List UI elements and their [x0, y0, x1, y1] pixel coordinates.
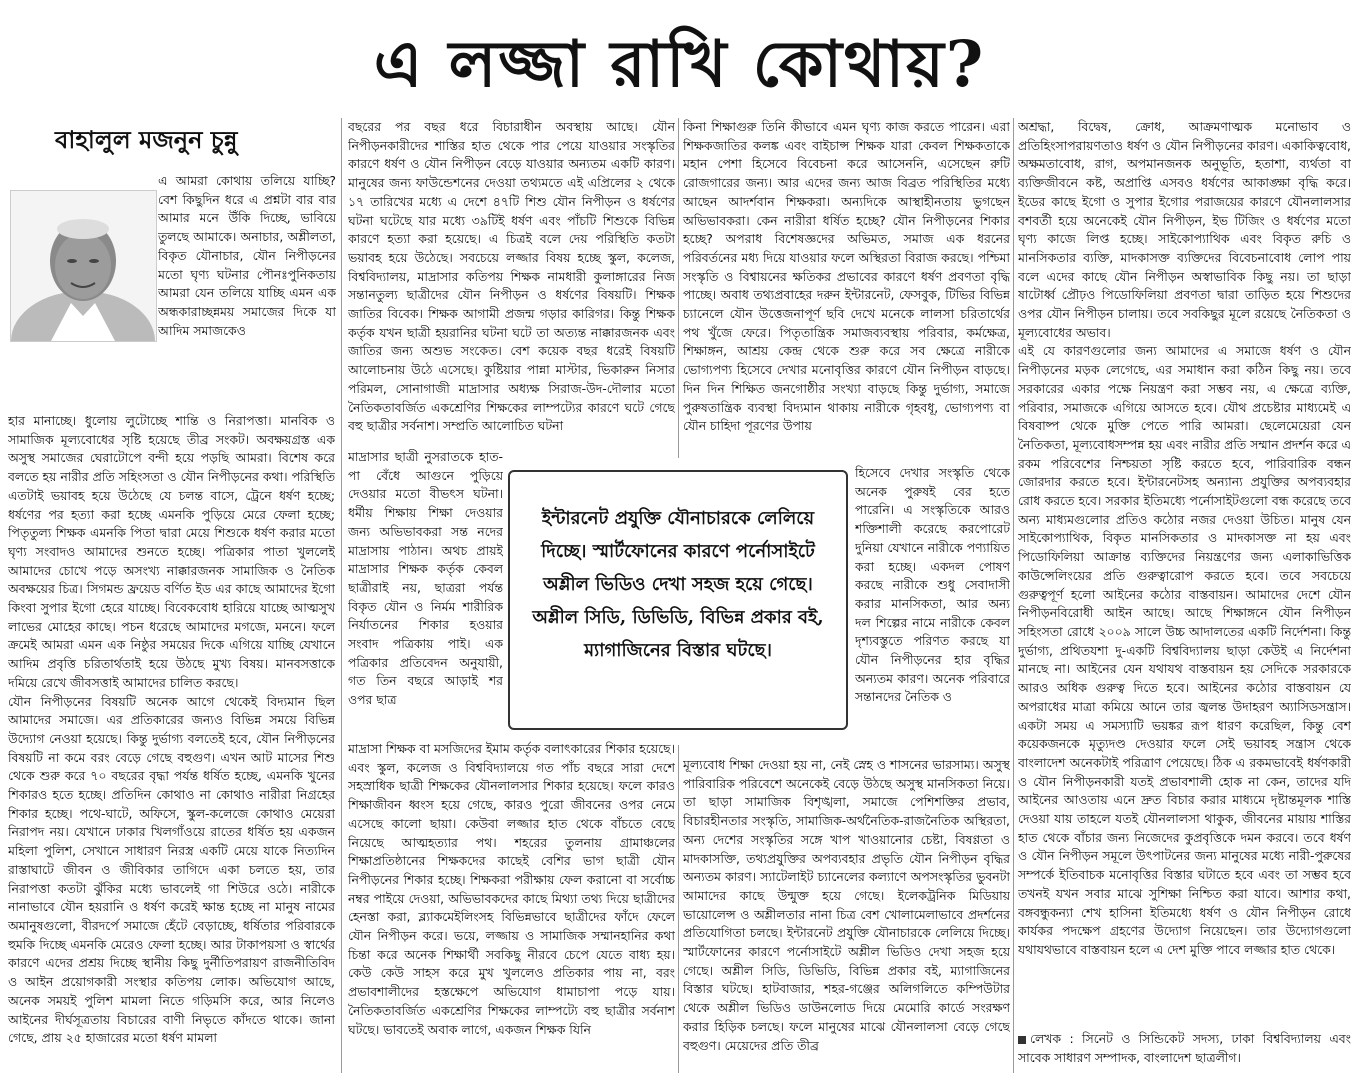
column-divider [1013, 118, 1014, 1073]
column-2-bottom [348, 740, 675, 1074]
paragraph: যৌন নিপীড়নের বিষয়টি অনেক আগে থেকেই বিদ্যমান ছিল আমাদের সমাজে। এর প্রতিকারের জন্যও বিভিন্ন সময়ে বিভিন্ন উদ্যোগ নেওয়া হয়েছে। কিন্তু দুর্ভাগ্য বলতেই হবে, যৌন নিপীড়নের বিষয়টি না কমে বরং বেড়ে গেছে বহুগুণ। এখন আট মাসের শিশু থেকে শুরু করে ৭০ বছরের বৃদ্ধা পর্যন্ত ধর্ষিত হচ্ছে, এমনকি খুনের শিকারও হতে হচ্ছে। প্রতিদিন কোথাও না কোথাও নারীরা নিগ্রহের শিকার হচ্ছে। পথে-ঘাটে, অফিসে, স্কুল-কলেজে কোথাও মেয়েরা নিরাপদ নয়। যেখানে ঢাকার খিলগাঁওয়ে রাতের ধর্ষিত হয় একজন মহিলা পুলিশ, সেখানে সাধারণ নিরস্ত্র একটি মেয়ে যাকে নিত্যদিন রাস্তাঘাটে জীবন ও জীবিকার তাগিদে একা চলতে হয়, তার নিরাপত্তা কতটা ঝুঁকির মধ্যে ভাবলেই গা শিউরে ওঠে। নারীকে নানাভাবে যৌন হয়রানি ও ধর্ষণ করেই ক্ষান্ত হচ্ছে না মানুষ নামের অমানুষগুলো, বীরদর্পে সমাজে হেঁটে বেড়াচ্ছে, ধর্ষিতার পরিবারকে হুমকি দিচ্ছে এমনকি মেরেও ফেলা হচ্ছে। আর টাকাপয়সা ও স্বার্থের কারণে এদের প্রশ্রয় দিচ্ছে স্থানীয় কিছু দুর্নীতিপরায়ণ রাজনীতিবিদ ও আইন প্রয়োগকারী সংস্থার কতিপয় লোক। অভিযোগ আছে, অনেক সময়ই পুলিশ মামলা নিতে গড়িমসি করে, আর নিলেও আইনের দীর্ঘসূত্রতায় বিচারের বাণী নিভৃতে কাঁদতে থাকে। জানা গেছে, প্রায় ২৫ হাজারের মতো ধর্ষণ মামলা [8, 693, 335, 1046]
column-divider [678, 118, 679, 458]
column-1-intro [158, 172, 336, 408]
column-divider [341, 118, 342, 1073]
intro-paragraph: এ আমরা কোথায় তলিয়ে যাচ্ছি? বেশ কিছুদিন ধরে এ প্রশ্নটা বার বার আমার মনে উঁকি দিচ্ছে, ভাবিয়ে তুলছে আমাকে। অনাচার, অশ্লীলতা, বিকৃত যৌনাচার, যৌন নিপীড়নের মতো ঘৃণ্য ঘটনার পৌনঃপুনিকতায় আমরা যেন তলিয়ে যাচ্ছি এমন এক অন্ধকারাচ্ছন্নময় সমাজের দিকে যা আদিম সমাজকেও [158, 173, 336, 338]
paragraph: কিনা শিক্ষাগুরু তিনি কীভাবে এমন ঘৃণ্য কাজ করতে পারেন। এরা শিক্ষকজাতির কলঙ্ক এবং বাইচান্স শিক্ষক যারা কেবল শিক্ষকতাকে মহান পেশা হিসেবে বিবেচনা করে আসেননি, এসেছেন রুটি রোজগারের জন্য। আর এদের জন্য আজ বিব্রত পরিস্থিতির মধ্যে আছেন আদর্শবান শিক্ষকরা। অন্যদিকে আস্থাহীনতায় ভুগছেন অভিভাবকরা। কেন নারীরা ধর্ষিত হচ্ছে? যৌন নিপীড়নের শিকার হচ্ছে? অপরাধ বিশেষজ্ঞদের অভিমত, সমাজ এক ধরনের পরিবর্তনের মধ্য দিয়ে যাওয়ার ফলে অস্থিরতা বিরাজ করছে। পশ্চিমা সংস্কৃতি ও বিশ্বায়নের ক্ষতিকর প্রভাবের কারণে ধর্ষণ প্রবণতা বৃদ্ধি পাচ্ছে। অবাধ তথ্যপ্রবাহের দরুন ইন্টারনেট, ফেসবুক, টিভির বিভিন্ন চ্যানেলে যৌন উত্তেজনাপূর্ণ ছবি দেখে মনেকে লালসা চরিতার্থের পথ খুঁজে ফেরে। পিতৃতান্ত্রিক সমাজব্যবস্থায় পরিবার, কর্মক্ষেত্র, শিক্ষাঙ্গন, আশ্রয় কেন্দ্র থেকে শুরু করে সব ক্ষেত্রে নারীকে ভোগ্যপণ্য হিসেবে দেখার মনোবৃত্তির কারণে যৌন নিপীড়ন বাড়ছে। দিন দিন শিক্ষিত জনগোষ্ঠীর সংখ্যা বাড়ছে কিন্তু দুর্ভাগ্য, সমাজে পুরুষতান্ত্রিক ব্যবস্থা বিদ্যমান থাকায় নারীকে গৃহবধূ, ভোগ্যপণ্য বা যৌন চাহিদা পূরণের উপায় [683, 119, 1010, 434]
paragraph: মাদ্রাসার ছাত্রী নুসরাতকে হাত-পা বেঁধে আগুনে পুড়িয়ে দেওয়ার মতো বীভৎস ঘটনা। ধর্মীয় শিক্ষায় শিক্ষা দেওয়ার জন্য অভিভাবকরা সন্ত নদের মাদ্রাসায় পাঠান। অথচ প্রায়ই মাদ্রাসার শিক্ষক কর্তৃক কেবল ছাত্রীরাই নয়, ছাত্ররা পর্যন্ত বিকৃত যৌন ও নির্মম শারীরিক নির্যাতনের শিকার হওয়ার সংবাদ পত্রিকায় পাই। এক পত্রিকার প্রতিবেদন অনুযায়ী, গত তিন বছরে আড়াই শর ওপর ছাত্র [348, 449, 503, 708]
column-2 [348, 118, 675, 448]
author-byline: বাহালুল মজনুন চুন্নু [55, 125, 238, 154]
pull-quote: ইন্টারনেট প্রযুক্তি যৌনাচারকে লেলিয়ে দিচ্ছে। স্মার্টফোনের কারণে পর্নোসাইটে অশ্লীল ভিডিও দেখা সহজ হয়ে গেছে। অশ্লীল সিডি, ডিভিডি, বিভিন্ন প্রকার বই, ম্যাগাজিনের বিস্তার ঘটছে। [508, 470, 848, 730]
column-divider [678, 745, 679, 1073]
author-portrait-image [11, 191, 156, 341]
paragraph: মাদ্রাসা শিক্ষক বা মসজিদের ইমাম কর্তৃক বলাৎকারের শিকার হয়েছে। এবং স্কুল, কলেজ ও বিশ্ববিদ্যালয়ে গত পাঁচ বছরে সারা দেশে সহস্রাধিক ছাত্রী শিক্ষকের যৌনলালসার শিকার হয়েছে। ফলে কারও শিক্ষাজীবন ধ্বংস হয়ে গেছে, কারও পুরো জীবনের ওপর নেমে এসেছে কালো ছায়া। কেউবা লজ্জার হাত থেকে বাঁচতে বেছে নিয়েছে আত্মহত্যার পথ। শহরের তুলনায় গ্রামাঞ্চলের শিক্ষাপ্রতিষ্ঠানের শিক্ষকদের কাছেই বেশির ভাগ ছাত্রী যৌন নিপীড়নের শিকার হচ্ছে। শিক্ষকরা পরীক্ষায় ফেল করানো বা সর্বোচ্চ নম্বর পাইয়ে দেওয়া, অভিভাবকদের কাছে মিথ্যা তথ্য দিয়ে ছাত্রীদের হেনস্তা করা, ব্ল্যাকমেইলিংসহ বিভিন্নভাবে ছাত্রীদের ফাঁদে ফেলে যৌন নিপীড়ন করে। ভয়ে, লজ্জায় ও সামাজিক সম্মানহানির কথা চিন্তা করে অনেক শিক্ষার্থী সবকিছু নীরবে চেপে যেতে বাধ্য হয়। কেউ কেউ সাহস করে মুখ খুললেও প্রতিকার পায় না, বরং প্রভাবশালীদের হস্তক্ষেপে অভিযোগ ধামাচাপা পড়ে যায়। নৈতিকতাবর্জিত একশ্রেণির শিক্ষকের লাম্পট্যে বহু ছাত্রীর সর্বনাশ ঘটছে। ভাবতেই অবাক লাগে, একজন শিক্ষক যিনি [348, 741, 675, 1037]
column-2-narrow [348, 448, 503, 738]
paragraph: মূল্যবোধ শিক্ষা দেওয়া হয় না, নেই স্নেহ ও শাসনের ভারসাম্য। অসুস্থ পারিবারিক পরিবেশে অনেকেই বেড়ে উঠছে অসুস্থ মানসিকতা নিয়ে। তা ছাড়া সামাজিক বিশৃঙ্খলা, সমাজে পেশিশক্তির প্রভাব, বিচারহীনতার সংস্কৃতি, সামাজিক-অর্থনৈতিক-রাজনৈতিক অস্থিরতা, অন্য দেশের সংস্কৃতির সঙ্গে খাপ খাওয়ানোর চেষ্টা, বিষণ্ণতা ও মাদকাসক্তি, তথ্যপ্রযুক্তির অপব্যবহার প্রভৃতি যৌন নিপীড়ন বৃদ্ধির অন্যতম কারণ। স্যাটেলাইট চ্যানেলের কল্যাণে অপসংস্কৃতির ভুবনটা আমাদের কাছে উন্মুক্ত হয়ে গেছে। ইলেকট্রনিক মিডিয়ায় ভায়োলেন্স ও অশ্লীলতার নানা চিত্র বেশ খোলামেলাভাবে প্রদর্শনের প্রতিযোগিতা চলছে। ইন্টারনেট প্রযুক্তি যৌনাচারকে লেলিয়ে দিচ্ছে। স্মার্টফোনের কারণে পর্নোসাইটে অশ্লীল ভিডিও দেখা সহজ হয়ে গেছে। অশ্লীল সিডি, ডিভিডি, বিভিন্ন প্রকার বই, ম্যাগাজিনের বিস্তার ঘটছে। হাটবাজার, শহর-গঞ্জের অলিগলিতে কম্পিউটার থেকে অশ্লীল ভিডিও ডাউনলোড দিয়ে মেমোরি কার্ডে সংরক্ষণ করার হিড়িক চলছে। ফলে মানুষের মাঝে যৌনলালসা বেড়ে গেছে বহুগুণ। মেয়েদের প্রতি তীব্র [683, 757, 1010, 1053]
square-bullet-icon [1018, 1036, 1026, 1044]
footnote-text: লেখক : সিনেট ও সিন্ডিকেট সদস্য, ঢাকা বিশ্ববিদ্যালয় এবং সাবেক সাধারণ সম্পাদক, বাংলাদেশ ছাত্রলীগ। [1018, 1031, 1351, 1065]
column-3-bottom [683, 756, 1010, 1074]
author-footnote [1018, 1030, 1351, 1076]
paragraph: হিসেবে দেখার সংস্কৃতি থেকে অনেক পুরুষই বের হতে পারেনি। এ সংস্কৃতিকে আরও শক্তিশালী করেছে করপোরেট দুনিয়া যেখানে নারীকে পণ্যায়িত করা হচ্ছে। একদল পোষণ করছে নারীকে শুধু সেবাদাসী করার মানসিকতা, আর অন্য দল শিল্পের নামে নারীকে কেবল দৃশ্যবস্তুতে পরিণত করছে যা যৌন নিপীড়নের হার বৃদ্ধির অন্যতম কারণ। অনেক পরিবারে সন্তানদের নৈতিক ও [855, 465, 1010, 705]
column-1 [8, 412, 335, 1072]
paragraph: এই যে কারণগুলোর জন্য আমাদের এ সমাজে ধর্ষণ ও যৌন নিপীড়নের মড়ক লেগেছে, এর সমাধান করা কঠিন কিছু নয়। তবে সরকারের একার পক্ষে নিয়ন্ত্রণ করা সম্ভব নয়, এ ক্ষেত্রে ব্যক্তি, পরিবার, সমাজকে এগিয়ে আসতে হবে। যৌথ প্রচেষ্টার মাধ্যমেই এ বিষবাষ্প থেকে মুক্তি পেতে পারি আমরা। ছেলেমেয়েরা যেন নৈতিকতা, মূল্যবোধসম্পন্ন হয় এবং নারীর প্রতি সম্মান প্রদর্শন করে এ রকম পরিবেশের নিশ্চয়তা সৃষ্টি করতে হবে, পারিবারিক বন্ধন জোরদার করতে হবে। ইন্টারনেটসহ অন্যান্য প্রযুক্তির অপব্যবহার রোধ করতে হবে। সরকার ইতিমধ্যে পর্নোসাইটগুলো বন্ধ করেছে তবে অন্য মাধ্যমগুলোর প্রতিও কঠোর নজর দেওয়া উচিত। মানুষ যেন সাইকোপ্যাথিক, বিকৃত মানসিকতার ও মাদকাসক্ত না হয় এবং পিডোফিলিয়া আক্রান্ত ব্যক্তিদের নিয়ন্ত্রণের জন্য এলাকাভিত্তিক কাউন্সেলিংয়ের প্রতি গুরুত্বারোপ করতে হবে। তবে সবচেয়ে গুরুত্বপূর্ণ হলো আইনের কঠোর বাস্তবায়ন। আমাদের দেশে যৌন নিপীড়নবিরোধী আইন আছে। আছে শিক্ষাঙ্গনে যৌন নিপীড়ন সহিংসতা রোধে ২০০৯ সালে উচ্চ আদালতের একটি নির্দেশনা। কিন্তু দুর্ভাগ্য, প্রথিতযশা দু-একটি বিশ্ববিদ্যালয় ছাড়া কেউই এ নির্দেশনা মানছে না। আইনের যেন যথাযথ বাস্তবায়ন হয় সেদিকে সরকারকে আরও অধিক গুরুত্ব দিতে হবে। আইনের কঠোর বাস্তবায়ন যে অপরাধের মাত্রা কমিয়ে আনে তার জ্বলন্ত উদাহরণ অ্যাসিডসন্ত্রাস। একটা সময় এ সমস্যাটি ভয়ঙ্কর রূপ ধারণ করেছিল, কিন্তু বেশ কয়েকজনকে মৃত্যুদণ্ড দেওয়ার ফলে সেই ভয়াবহ সন্ত্রাস থেকে বাংলাদেশ অনেকটাই পরিত্রাণ পেয়েছে। ঠিক এ রকমভাবেই ধর্ষণকারী ও যৌন নিপীড়নকারী যতই প্রভাবশালী হোক না কেন, তাদের যদি আইনের আওতায় এনে দ্রুত বিচার করার মাধ্যমে দৃষ্টান্তমূলক শাস্তি দেওয়া যায় তাহলে যতই যৌনলালসা থাকুক, জীবনের মায়ায় শাস্তির হাত থেকে বাঁচার জন্য নিজেদের কুপ্রবৃত্তিকে দমন করবে। তবে ধর্ষণ ও যৌন নিপীড়ন সমূলে উৎপাটনের জন্য মানুষের মধ্যে নারী-পুরুষের সম্পর্কে ইতিবাচক মনোবৃত্তির বিস্তার ঘটাতে হবে এবং তা সম্ভব হবে তখনই যখন সবার মাঝে সুশিক্ষা নিশ্চিত করা যাবে। আশার কথা, বঙ্গবন্ধুকন্যা শেখ হাসিনা ইতিমধ্যে ধর্ষণ ও যৌন নিপীড়ন রোধে কার্যকর পদক্ষেপ গ্রহণের উদ্যোগ নিয়েছেন। তার উদ্যোগগুলো যথাযথভাবে বাস্তবায়ন হলে এ দেশ মুক্তি পাবে লজ্জার হাত থেকে। [1018, 343, 1351, 957]
column-3 [683, 118, 1010, 464]
headline: এ লজ্জা রাখি কোথায়? [373, 27, 986, 102]
column-3-narrow [855, 464, 1010, 754]
paragraph: বছরের পর বছর ধরে বিচারাধীন অবস্থায় আছে। যৌন নিপীড়নকারীদের শাস্তির হাত থেকে পার পেয়ে যাওয়ার সংস্কৃতির কারণে ধর্ষণ ও যৌন নিপীড়ন বেড়ে যাওয়ার অন্যতম একটি কারণ। মানুষের জন্য ফাউন্ডেশনের দেওয়া তথ্যমতে এই এপ্রিলের ২ থেকে ১৭ তারিখের মধ্যে এ দেশে ৪৭টি শিশু যৌন নিপীড়ন ও ধর্ষণের ঘটনা ঘটেছে যার মধ্যে ৩৯টিই ধর্ষণ এবং পাঁচটি শিশুকে বিভিন্ন কারণে হত্যা করা হয়েছে। এ চিত্রই বলে দেয় পরিস্থিতি কতটা ভয়াবহ হয়ে উঠেছে। সবচেয়ে লজ্জার বিষয় হচ্ছে স্কুল, কলেজ, বিশ্ববিদ্যালয়, মাদ্রাসার কতিপয় শিক্ষক নামধারী কুলাঙ্গারের নিজ সন্তানতুল্য ছাত্রীদের যৌন নিপীড়ন ও ধর্ষণের বিষয়টি। শিক্ষক জাতির বিবেক। শিক্ষক আগামী প্রজন্ম গড়ার কারিগর। কিন্তু শিক্ষক কর্তৃক যখন ছাত্রী হয়রানির ঘটনা ঘটে তা অত্যন্ত নাক্কারজনক এবং জাতির জন্য অশুভ সংকেত। বেশ কয়েক বছর ধরেই বিষয়টি আলোচনায় উঠে এসেছে। কুষ্টিয়ার পান্না মাস্টার, ভিকারুন নিসার পরিমল, সোনাগাজী মাদ্রাসার অধ্যক্ষ সিরাজ-উদ-দৌলার মতো নৈতিকতাবর্জিত একশ্রেণির শিক্ষকের লাম্পট্যের কারণে ঘটে গেছে বহু ছাত্রীর সর্বনাশ। সম্প্রতি আলোচিত ঘটনা [348, 119, 675, 434]
paragraph: অশ্রদ্ধা, বিদ্বেষ, ক্রোধ, আক্রমণাত্মক মনোভাব ও প্রতিহিংসাপরায়ণতাও ধর্ষণ ও যৌন নিপীড়নের কারণ। একাকিত্ববোধ, অক্ষমতাবোধ, রাগ, অপমানজনক অনুভূতি, হতাশা, ব্যর্থতা বা ব্যক্তিজীবনে কষ্ট, অপ্রাপ্তি এসবও ধর্ষণের আকাঙ্ক্ষা বৃদ্ধি করে। ইডের কাছে ইগো ও সুপার ইগোর পরাজয়ের কারণে যৌনলালসার বশবর্তী হয়ে অনেকেই যৌন নিপীড়ন, ইভ টিজিং ও ধর্ষণের মতো ঘৃণ্য কাজে লিপ্ত হচ্ছে। সাইকোপ্যাথিক এবং বিকৃত রুচি ও মানসিকতার ব্যক্তি, মাদকাসক্ত ব্যক্তিদের বিবেচনাবোধ লোপ পায় বলে এদের কাছে যৌন নিপীড়ন অস্বাভাবিক কিছু নয়। তা ছাড়া ষাটোর্ধ্ব প্রৌঢ়ও পিডোফিলিয়া প্রবণতা দ্বারা তাড়িত হয়ে শিশুদের ওপর যৌন নিপীড়ন চালায়। তবে সবকিছুর মূলে রয়েছে নৈতিকতা ও মূল্যবোধের অভাব। [1018, 119, 1351, 340]
paragraph: হার মানাচ্ছে। ধুলোয় লুটোচ্ছে শান্তি ও নিরাপত্তা। মানবিক ও সামাজিক মূল্যবোধের সৃষ্টি হয়েছে তীব্র সংকট। অবক্ষয়গ্রস্ত এক অসুস্থ সমাজের ঘেরাটোপে বন্দী হয়ে পড়ছি আমরা। বিশেষ করে বলতে হয় নারীর প্রতি সহিংসতা ও যৌন নিপীড়নের কথা। পরিস্থিতি এতটাই ভয়াবহ হয়ে উঠেছে যে চলন্ত বাসে, ট্রেনে ধর্ষণ হচ্ছে; ধর্ষণের পর হত্যা করা হচ্ছে এমনকি পুড়িয়ে মেরে ফেলা হচ্ছে; পিতৃতুল্য শিক্ষক এমনকি পিতা দ্বারা মেয়ে শিশুকে ধর্ষণ করার মতো ঘৃণ্য সংবাদও আমাদের শুনতে হচ্ছে। পত্রিকার পাতা খুললেই আমাদের চোখে পড়ে অসংখ্য নাক্কারজনক সামাজিক ও নৈতিক অবক্ষয়ের চিত্র। সিগমন্ড ফ্রয়েড বর্ণিত ইড এর কাছে আমাদের ইগো কিংবা সুপার ইগো হেরে যাচ্ছে। বিবেকবোধ হারিয়ে যাচ্ছে আত্মসুখ লাভের মোহের কাছে। পচন ধরেছে আমাদের মগজে, মননে। ফলে ক্রমেই আমরা এমন এক নিষ্ঠুর সময়ের দিকে এগিয়ে যাচ্ছি যেখানে আদিম প্রবৃত্তি চরিতার্থতাই হয়ে উঠছে মুখ্য বিষয়। মানবসত্তাকে দমিয়ে রেখে জীবসত্তাই আমাদের চালিত করছে। [8, 413, 335, 690]
column-4 [1018, 118, 1351, 1028]
author-photo [10, 190, 157, 342]
